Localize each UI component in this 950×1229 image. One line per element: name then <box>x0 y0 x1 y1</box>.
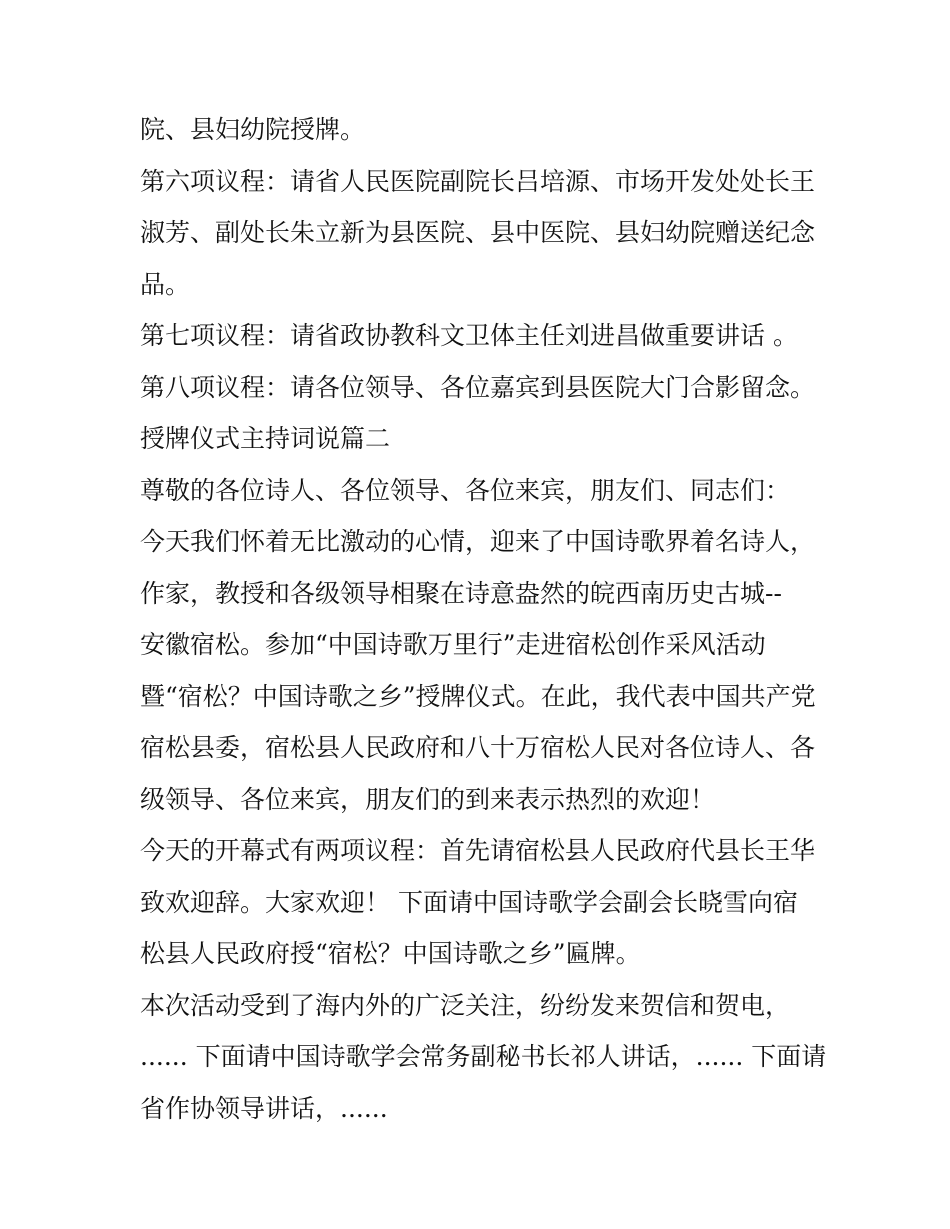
text-line: 淑芳、副处长朱立新为县医院、县中医院、县妇幼院赠送纪念 <box>140 218 816 247</box>
text-line: 松县人民政府授“宿松？中国诗歌之乡”匾牌。 <box>140 939 641 968</box>
text-line: 本次活动受到了海内外的广泛关注，纷纷发来贺信和贺电， <box>140 990 791 1020</box>
text-line: 今天的开幕式有两项议程：首先请宿松县人民政府代县长王华 <box>140 836 816 865</box>
text-line: 尊敬的各位诗人、各位领导、各位来宾，朋友们、同志们： <box>140 475 791 505</box>
text-line: 级领导、各位来宾，朋友们的到来表示热烈的欢迎！ <box>140 784 716 814</box>
text-line: 省作协领导讲话，...... <box>140 1093 388 1123</box>
text-line: ...... 下面请中国诗歌学会常务副秘书长祁人讲话，...... 下面请 <box>140 1042 827 1071</box>
text-line: 宿松县委，宿松县人民政府和八十万宿松人民对各位诗人、各 <box>140 733 816 762</box>
document-body <box>140 104 830 1134</box>
text-line: 安徽宿松。参加“中国诗歌万里行”走进宿松创作采风活动 <box>140 630 766 659</box>
text-line: 第七项议程：请省政协教科文卫体主任刘进昌做重要讲话 。 <box>140 321 798 350</box>
text-line: 院、县妇幼院授牌。 <box>140 115 366 144</box>
text-line: 作家，教授和各级领导相聚在诗意盎然的皖西南历史古城-- <box>140 578 782 608</box>
text-line: 第六项议程：请省人民医院副院长吕培源、市场开发处处长王 <box>140 166 816 196</box>
text-line: 暨“宿松？中国诗歌之乡”授牌仪式。在此，我代表中国共产党 <box>140 681 816 711</box>
text-line: 第八项议程：请各位领导、各位嘉宾到县医院大门合影留念。 <box>140 372 816 402</box>
text-line: 致欢迎辞。大家欢迎！ 下面请中国诗歌学会副会长晓雪向宿 <box>140 887 798 917</box>
text-line: 今天我们怀着无比激动的心情，迎来了中国诗歌界着名诗人， <box>140 527 816 556</box>
section-heading: 授牌仪式主持词说篇二 <box>140 424 391 453</box>
text-line: 品。 <box>140 269 191 299</box>
